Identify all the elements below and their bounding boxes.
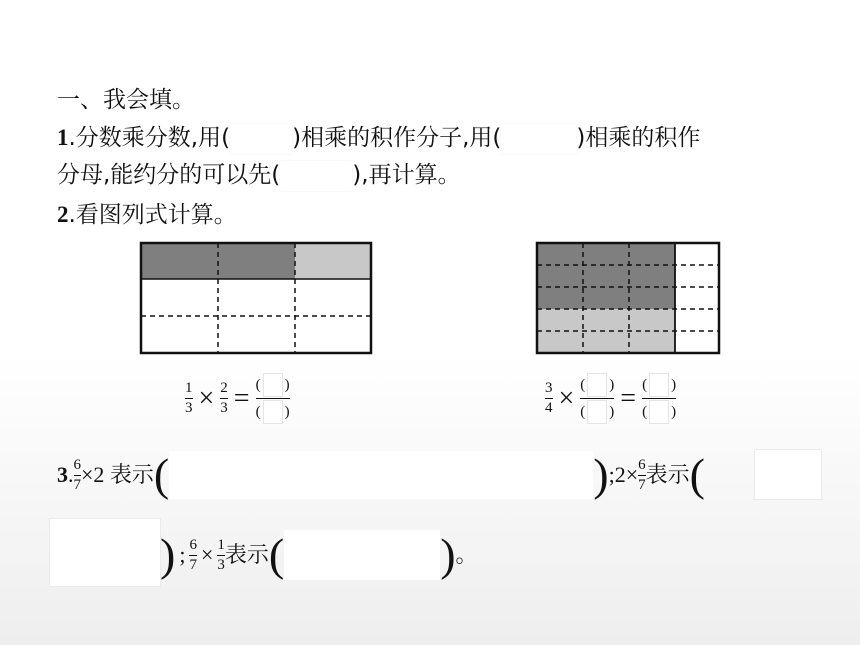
answer-blank-denominator[interactable] (501, 124, 576, 154)
answer-fraction: ( ) ( ) (642, 374, 676, 423)
fraction: $\frac{6}{7}$ (73, 456, 81, 493)
answer-blank-numerator[interactable] (230, 124, 292, 154)
answer-box-2[interactable] (754, 449, 822, 500)
fraction: $\frac{3}{4}$ (545, 380, 553, 416)
question-number: 1 (57, 125, 69, 150)
question-1-line-2: 分母,能约分的可以先( ),再计算。 (57, 160, 461, 191)
equation-2: $\frac{3}{4}$ × ( ) ( ) = ( ) ( ) (545, 374, 676, 423)
answer-box-2-continued[interactable] (49, 518, 161, 587)
answer-fraction: ( ) ( ) (256, 374, 290, 423)
question-number: 2 (57, 202, 69, 227)
denominator-blank[interactable] (263, 400, 283, 424)
question-number: 3 (57, 462, 68, 487)
fraction: $\frac{1}{3}$ (217, 536, 225, 573)
denominator-blank[interactable] (587, 400, 607, 424)
shaded-cell (218, 243, 295, 279)
fraction: $\frac{2}{3}$ (220, 380, 228, 416)
answer-box-1[interactable] (169, 451, 593, 499)
fraction: $\frac{6}{7}$ (189, 536, 197, 573)
section-title: 一、我会填。 (57, 87, 195, 113)
answer-blank-reduce[interactable] (280, 161, 352, 191)
denominator-blank[interactable] (649, 400, 669, 424)
question-3-line-2: ) ; $\frac{6}{7}$ × $\frac{1}{3}$ 表示 ( ) 。 (160, 529, 478, 580)
equation-1: $\frac{1}{3}$ × $\frac{2}{3}$ = ( ) ( ) (185, 374, 290, 423)
numerator-blank[interactable] (263, 373, 283, 397)
answer-box-3[interactable] (284, 530, 440, 580)
numerator-blank[interactable] (649, 373, 669, 397)
light-cell (295, 243, 371, 279)
shaded-region (537, 243, 675, 309)
question-1-line-1: 1.分数乘分数,用( )相乘的积作分子,用( )相乘的积作 (57, 123, 700, 154)
fraction: $\frac{6}{7}$ (638, 456, 646, 493)
fraction-figure-2 (534, 240, 722, 356)
question-3-line-1: 3 . $\frac{6}{7}$ ×2 表示 ( ) ;2× $\frac{6}{7}$ 表示 ( (57, 449, 705, 500)
numerator-blank[interactable] (587, 373, 607, 397)
fraction: $\frac{1}{3}$ (185, 380, 193, 416)
shaded-cell (141, 243, 218, 279)
factor-fraction: ( ) ( ) (580, 374, 614, 423)
fraction-figure-1 (138, 240, 374, 356)
question-2-title: 2.看图列式计算。 (57, 202, 237, 228)
